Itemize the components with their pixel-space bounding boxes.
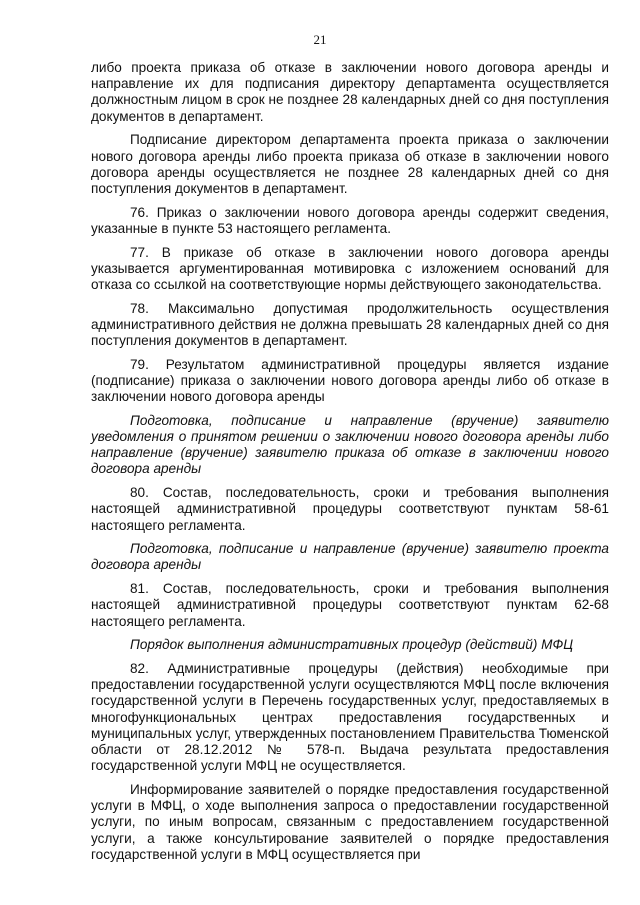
paragraph-78: 78. Максимально допустимая продолжительность осуществления административного действия не должна превышать 28 календарных дней со дня поступления документов в департамент. [91, 300, 609, 349]
paragraph-informing: Информирование заявителей о порядке предоставления государственной услуги в МФЦ, о ходе выполнения запроса о предоставлении государственной услуги, по иным вопросам, связанным с предоставлением государственной услуги, а также консультирование заявителей о порядке предоставления государственной услуги в МФЦ осуществляется при [91, 781, 609, 862]
document-body [91, 60, 609, 870]
paragraph-76: 76. Приказ о заключении нового договора аренды содержит сведения, указанные в пункте 53 настоящего регламента. [91, 204, 609, 236]
paragraph-80: 80. Состав, последовательность, сроки и требования выполнения настоящей административной процедуры соответствуют пунктам 58-61 настоящего регламента. [91, 485, 609, 533]
page-number: 21 [313, 32, 327, 47]
paragraph-77: 77. В приказе об отказе в заключении нового договора аренды указывается аргументированная мотивировка с изложением оснований для отказа со ссылкой на соответствующие нормы действующего законодательства. [91, 244, 609, 292]
paragraph-81: 81. Состав, последовательность, сроки и требования выполнения настоящей административной процедуры соответствуют пунктам 62-68 настоящего регламента. [91, 581, 609, 629]
section-heading-notification: Подготовка, подписание и направление (вручение) заявителю уведомления о принятом решении о заключении нового договора аренды либо направление (вручение) заявителю приказа об отказе в заключении нового договора аренды [91, 412, 609, 477]
paragraph-signing: Подписание директором департамента проекта приказа о заключении нового договора аренды либо проекта приказа об отказе в заключении нового договора аренды осуществляется не позднее 28 календарных дней со дня поступления документов в департамент. [91, 132, 609, 196]
section-heading-draft-contract: Подготовка, подписание и направление (вручение) заявителю проекта договора аренды [91, 541, 609, 573]
paragraph-79: 79. Результатом административной процедуры является издание (подписание) приказа о заключении нового договора аренды либо об отказе в заключении нового договора аренды [91, 356, 609, 405]
section-heading-mfc: Порядок выполнения административных процедур (действий) МФЦ [130, 637, 574, 653]
paragraph-continuation: либо проекта приказа об отказе в заключении нового договора аренды и направление их для подписания директору департамента осуществляется должностным лицом в срок не позднее 28 календарных дней со дня поступления документов в департамент. [91, 60, 609, 124]
paragraph-82: 82. Административные процедуры (действия) необходимые при предоставлении государственной услуги осуществляются МФЦ после включения государственной услуги в Перечень государственных услуг, предоставляемых в многофункциональных центрах предоставления государственных и муниципальных услуг, утвержденных постановлением Правительства Тюменской области от 28.12.2012 № 578-п. Выдача результата предоставления государственной услуги МФЦ не осуществляется. [91, 661, 609, 774]
